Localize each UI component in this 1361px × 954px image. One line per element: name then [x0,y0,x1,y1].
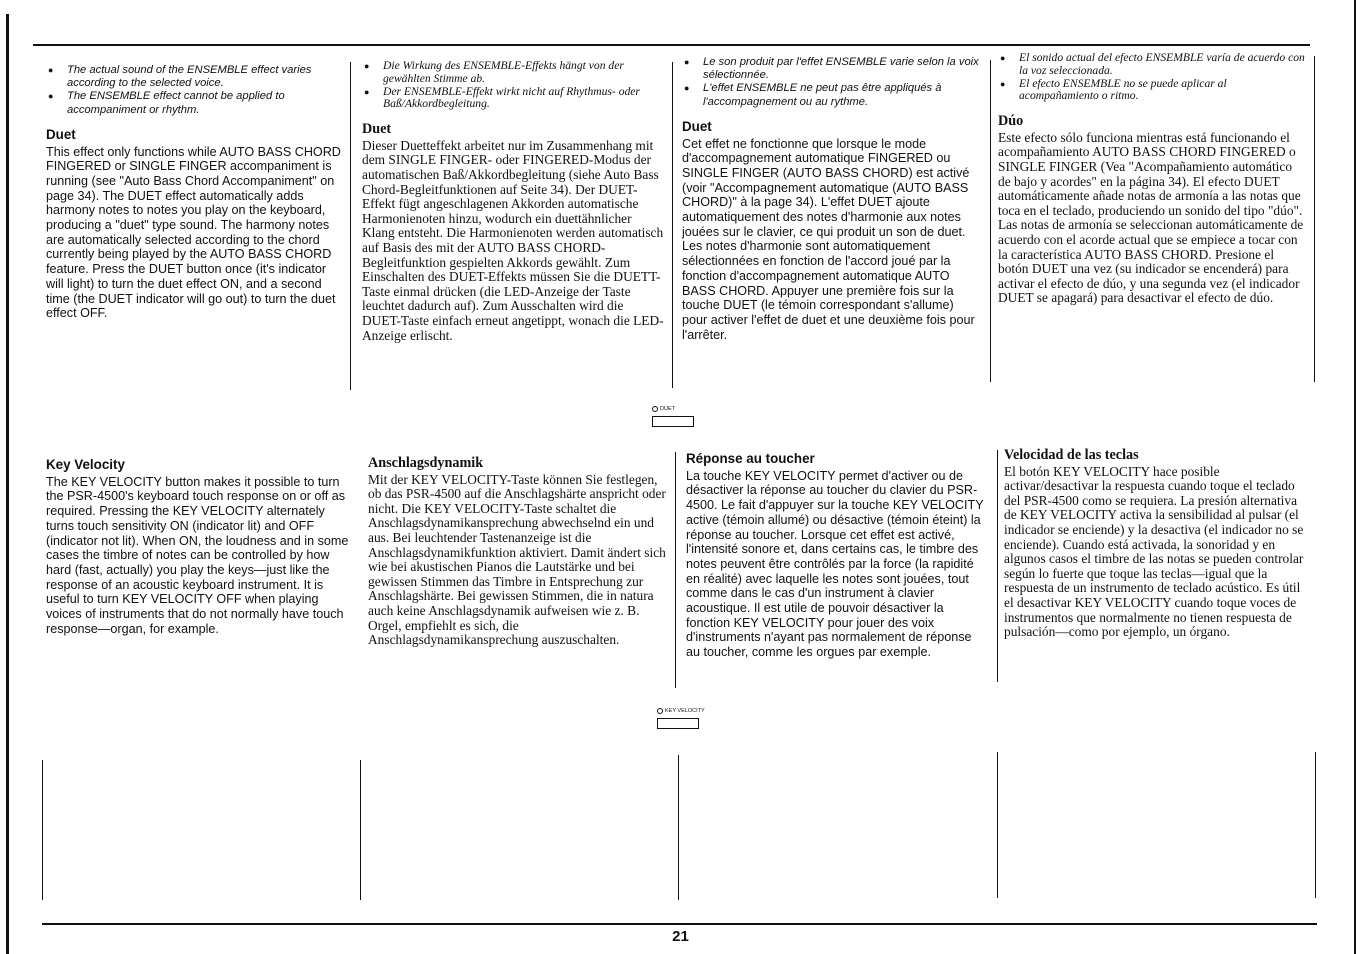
indicator-led-icon [652,406,658,412]
duet-heading: Duet [362,121,392,138]
bottom-rule [42,923,1317,925]
column-divider [678,755,679,900]
german-key-velocity [368,456,668,648]
spanish-notes [998,52,1306,103]
indicator-led-icon [657,708,663,714]
note-item: ● The ENSEMBLE effect cannot be applied to accompaniment or rhythm. [46,90,343,116]
duet-body: This effect only functions while AUTO BASS CHORD FINGERED or SINGLE FINGER accompaniment is running (see "Auto Bass Chord Accompaniment" on page 34). The DUET effect automatically adds harmony notes to notes you play on the keyboard, producing a "duet" type sound. The harmony notes are automatically selected according to the chord currently being played by the AUTO BASS CHORD feature. Press the DUET button once (it's indicator will light) to turn the duet effect ON, and a second time (the DUET indicator will go out) to turn the duet effect OFF. [46,144,341,321]
english-notes [46,64,343,117]
english-key-velocity [46,458,349,636]
duet-button-icon [652,416,694,427]
german-notes [362,60,665,111]
spanish-key-velocity [1004,448,1304,640]
key-velocity-button-icon [657,718,699,729]
key-velocity-body: The KEY VELOCITY button makes it possible to turn the PSR-4500's keyboard touch response on or off as required. Pressing the KEY VELOCITY alternately turns touch sensitivity ON (indicator lit) and OFF (indicator not lit). When ON, the loudness and in some cases the timbre of notes can be controlled by how hard (fast, actually) you play the keys—just like the response of an acoustic keyboard instrument. It is useful to turn KEY VELOCITY OFF when playing voices of instruments that do not normally have touch response—organ, for example. [46,474,349,636]
left-edge-mark [6,14,9,954]
column-divider [672,62,673,388]
duet-body: Cet effet ne fonctionne que lorsque le mode d'accompagnement automatique FINGERED ou SINGLE FINGER (AUTO BASS CHORD) est activé (voir "Accompagnement automatique (AUTO BASS CHORD)" à la page 34). L'effet DUET ajoute automatiquement des notes d'harmonie aux notes jouées sur le clavier, ce qui produit un son de duet. Les notes d'harmonie sont automatiquement sélectionnées en fonction de l'accord joué par la fonction d'accompagnement automatique AUTO BASS CHORD. Appuyer une première fois sur la touche DUET (le témoin correspondant s'allume) pour activer l'effet de duet et une deuxième fois pour l'arrêter. [682,136,975,342]
duet-body: Dieser Duetteffekt arbeitet nur im Zusammenhang mit dem SINGLE FINGER- oder FINGERED-Modus der automatischen Baß/Akkordbegleitung (siehe Auto Bass Chord-Begleitfunktionen auf Seite 34). Der DUET-Effekt fügt angeschlagenen Akkorden automatische Harmonienoten hinzu, wodurch ein duettähnlicher Klang entsteht. Die Harmonienoten werden automatisch auf Basis des mit der AUTO BASS CHORD-Begleitfunktion gespielten Akkords gewählt. Zum Einschalten des DUET-Effekts müssen Sie die DUETT-Taste einmal drücken (die LED-Anzeige der Taste leuchtet dadurch auf). Zum Ausschalten wird die DUET-Taste einfach erneut angetippt, wonach die LED-Anzeige erlischt. [362,137,664,343]
duet-body: Este efecto sólo funciona mientras está funcionando el acompañamiento AUTO BASS CHORD FINGERED o SINGLE FINGER (Vea "Acompañamiento automático de bajo y acordes" en la página 34). El efecto DUET automáticamente añade notas de armonía a las notas que toca en el teclado, produciendo un sonido del tipo "dúo". Las notas de armonía se seleccionan automáticamente de acuerdo con el acorde actual que se empiece a tocar con la característica AUTO BASS CHORD. Presione el botón DUET una vez (su indicador se encenderá) para activar el efecto de dúo, y una segunda vez (el indicador DUET se apagará) para desactivar el efecto de dúo. [998,129,1304,306]
key-velocity-heading: Anschlagsdynamik [368,455,484,471]
column-divider [42,760,43,900]
column-divider [1315,752,1316,898]
duet-heading: Duet [682,118,712,134]
column-divider [997,450,998,682]
note-item: ● The actual sound of the ENSEMBLE effect varies according to the selected voice. [46,64,343,90]
french-key-velocity [686,452,986,660]
key-velocity-panel-label: KEY VELOCITY [665,708,705,714]
note-item: ● L'effet ENSEMBLE ne peut pas être appliqués à l'accompagnement ou au rythme. [682,82,982,108]
key-velocity-body: La touche KEY VELOCITY permet d'activer ou de désactiver la réponse au toucher du clavier du PSR-4500. Le fait d'appuyer sur la touche KEY VELOCITY active (témoin allumé) ou désactive (témoin éteint) la réponse au toucher. Lorsque cet effet est activé, l'intensité sonore et, dans certains cas, le timbre des notes peuvent être contrôlés par la force (la rapidité en réalité) avec laquelle les notes sont jouées, tout comme dans le cas d'un instrument à clavier acoustique. Il est utile de pouvoir désactiver la fonction KEY VELOCITY pour jouer des voix d'instruments n'ayant pas normalement de réponse au toucher, comme les orgues par exemple. [686,468,984,660]
note-item: ● Die Wirkung des ENSEMBLE-Effekts hängt von der gewählten Stimme ab. [362,60,665,86]
column-divider [675,452,676,688]
note-item: ● Der ENSEMBLE-Effekt wirkt nicht auf Rhythmus- oder Baß/Akkordbegleitung. [362,86,665,112]
key-velocity-body: El botón KEY VELOCITY hace posible activar/desactivar la respuesta cuando toque el teclado del PSR-4500 como se requiera. La presión alternativa de KEY VELOCITY activa la sensibilidad al pulsar (el indicador se enciende) y la desactiva (el indicador no se enciende). Cuando está activada, la sonoridad y en algunos casos el timbre de las notas se pueden controlar según lo fuerte que toque las teclas—igual que la respuesta de un instrumento de teclado acústico. Es útil el desactivar KEY VELOCITY cuando toque voces de instrumentos que normalmente no tienen respuesta de pulsación—como por ejemplo, un órgano. [1004,463,1304,640]
duet-heading: Duet [46,126,76,142]
german-column [362,60,665,343]
note-item: ● El efecto ENSEMBLE no se puede aplicar al acompañamiento o ritmo. [998,78,1306,104]
column-divider [1314,56,1315,382]
duet-button-illustration [652,406,694,427]
top-rule [33,44,1310,46]
column-divider [990,60,991,382]
french-column [682,56,982,342]
column-divider [997,752,998,898]
english-column [46,64,343,321]
duet-heading: Dúo [998,113,1024,130]
page-number: 21 [672,928,689,945]
key-velocity-heading: Réponse au toucher [686,451,815,466]
note-item: ● El sonido actual del efecto ENSEMBLE varía de acuerdo con la voz seleccionada. [998,52,1306,78]
duet-panel-label: DUET [660,406,675,412]
right-edge-mark [1354,0,1356,954]
note-item: ● Le son produit par l'effet ENSEMBLE varie selon la voix sélectionnée. [682,56,982,82]
key-velocity-button-illustration [657,708,705,729]
column-divider [350,62,351,390]
key-velocity-body: Mit der KEY VELOCITY-Taste können Sie festlegen, ob das PSR-4500 auf die Anschlagshärte anspricht oder nicht. Die KEY VELOCITY-Taste schaltet die Anschlagsdynamikansprechung abwechselnd ein und aus. Bei leuchtender Tastenanzeige ist die Anschlagsdynamikfunktion aktiviert. Damit ändert sich wie bei akustischen Pianos die Lautstärke und bei gewissen Stimmen das Timbre in Entsprechung zur Anschlagshärte. Bei gewissen Stimmen, die in natura auch keine Anschlagsdynamik aufweisen wie z. B. Orgel, empfiehlt es sich, die Anschlagsdynamikansprechung auszuschalten. [368,471,666,648]
column-divider [360,760,361,900]
key-velocity-heading: Key Velocity [46,457,125,472]
french-notes [682,56,982,109]
key-velocity-heading: Velocidad de las teclas [1004,447,1139,463]
spanish-column [998,52,1306,306]
